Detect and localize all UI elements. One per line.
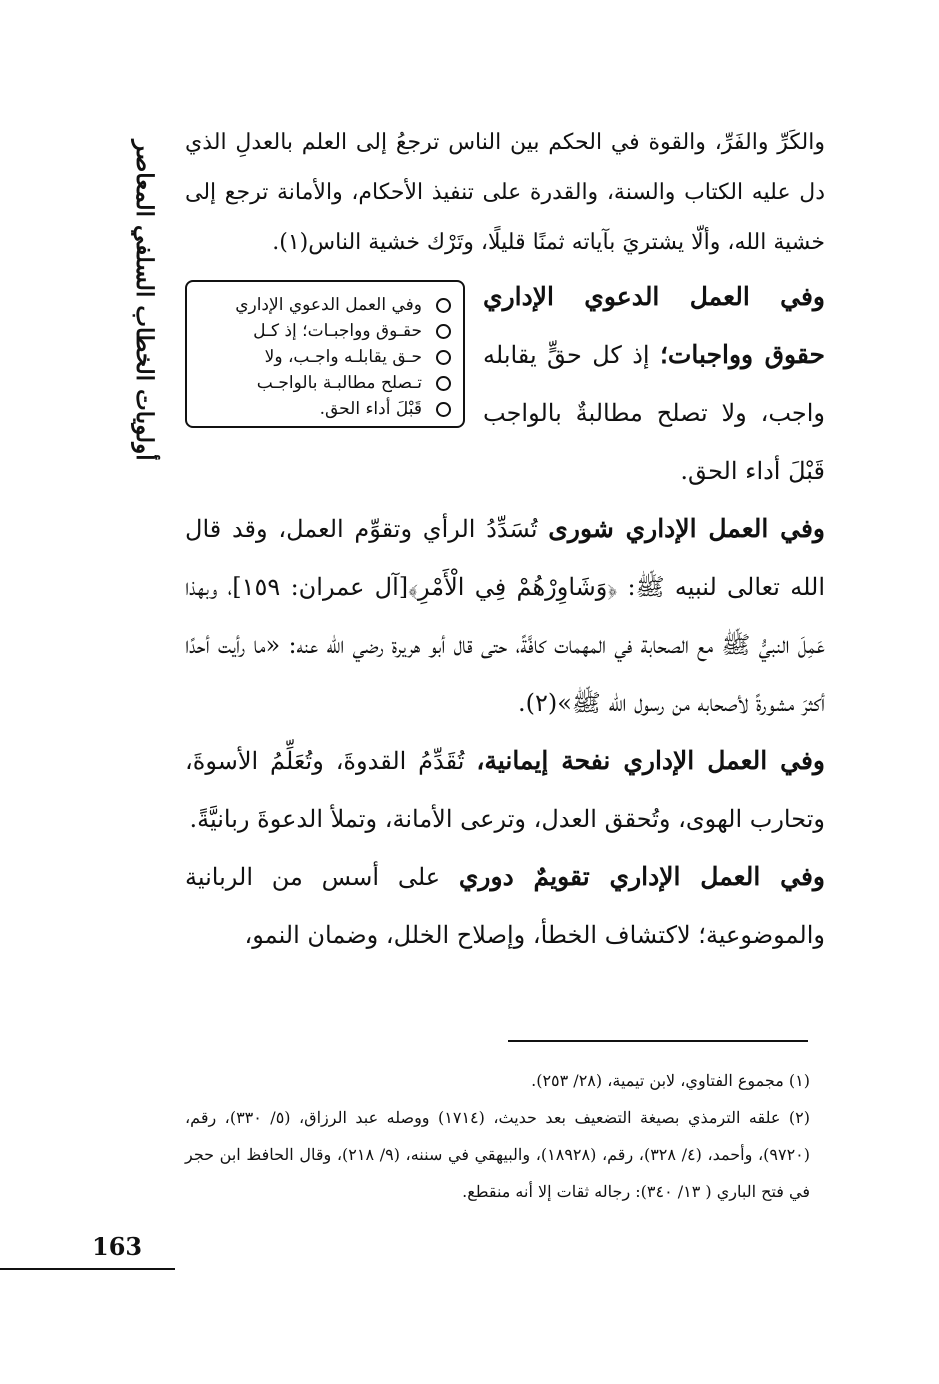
paragraph-text: تُقَدِّمُ القدوةَ، وتُعَلِّمُ الأسوةَ، وتحارب الهوى، وتُحقق العدل، وترعى الأمانة، وتملأ الدعوةَ ربانيَّةً. bbox=[185, 747, 825, 833]
circle-bullet-icon bbox=[436, 350, 451, 365]
highlight-item bbox=[199, 318, 451, 344]
main-text bbox=[185, 118, 825, 964]
paragraph-text: إذ كل حقٍّ يقابله واجب، ولا تصلح مطالبةٌ بالواجب قَبْلَ أداء الحق. bbox=[483, 341, 825, 485]
paragraph-text: على أسس من الربانية والموضوعية؛ لاكتشاف الخطأ، وإصلاح الخلل، وضمان النمو، bbox=[185, 863, 825, 949]
footnote: (١) مجموع الفتاوي، لابن تيمية، (٢٨/ ٢٥٣). bbox=[531, 1071, 810, 1090]
footnotes bbox=[185, 1062, 810, 1210]
paragraph bbox=[185, 500, 825, 732]
circle-bullet-icon bbox=[436, 298, 451, 313]
running-title: أولويات الخطاب السلفي المعاصر bbox=[131, 139, 158, 461]
highlight-item-text: وفي العمل الدعوي الإداري bbox=[235, 295, 422, 315]
highlight-item-text: تـصلح مطالبـة بالواجـب bbox=[256, 373, 422, 393]
footnote-divider bbox=[508, 1040, 808, 1042]
paragraph-text: تُسَدِّدُ الرأي وتقوِّم العمل، وقد قال الله تعالى لنبيه ﷺ: ﴿وَشَاوِرْهُمْ فِي الْأَمْرِ﴾[آل عمران: ١٥٩]، وبهذا عَمِلَ النبيُّ ﷺ مع الصحابة في المهمات كافَّةً، حتى قال أبو هريرة رضي الله عنه: «ما رأيت أحدًا أكثرَ مشورةً لأصحابه من رسول الله ﷺ»(٢). bbox=[185, 515, 825, 717]
highlight-item bbox=[199, 396, 451, 422]
highlight-item-text: حـق يقابلـه واجـب، ولا bbox=[264, 347, 422, 367]
footnote: (٢) علقه الترمذي بصيغة التضعيف بعد حديث، (١٧١٤) ووصله عبد الرزاق، (٥/ ٣٣٠)، رقم، (٩٧٢٠)، وأحمد، (٤/ ٣٢٨)، رقم، (١٨٩٢٨)، والبيهقي في سننه، (٩/ ٢١٨)، وقال الحافظ ابن حجر في فتح الباري ( ١٣/ ٣٤٠): رجاله ثقات إلا أنه منقطع. bbox=[185, 1108, 811, 1201]
highlight-box bbox=[185, 280, 465, 428]
paragraph: والكَرِّ والفَرِّ، والقوة في الحكم بين الناس ترجعُ إلى العلم بالعدلِ الذي دل عليه الكتاب والسنة، والقدرة على تنفيذ الأحكام، والأمانة ترجع إلى خشية الله، وألّا يشتريَ بآياته ثمنًا قليلًا، وتَرْك خشية الناس(١). bbox=[185, 130, 825, 255]
paragraph-lead: وفي العمل الدعوي الإداري حقوق وواجبات؛ bbox=[483, 282, 825, 369]
circle-bullet-icon bbox=[436, 324, 451, 339]
circle-bullet-icon bbox=[436, 402, 451, 417]
highlight-item bbox=[199, 292, 451, 318]
page-number-rule bbox=[0, 1268, 175, 1270]
circle-bullet-icon bbox=[436, 376, 451, 391]
paragraph-lead: وفي العمل الإداري شورى bbox=[548, 514, 825, 543]
highlight-item-text: حقـوق وواجبـات؛ إذ كـل bbox=[253, 321, 422, 341]
paragraph-lead: وفي العمل الإداري تقويمٌ دوري bbox=[458, 862, 825, 891]
paragraph-lead: وفي العمل الإداري نفحة إيمانية، bbox=[476, 746, 826, 775]
page-number: 163 bbox=[92, 1232, 143, 1261]
paragraph bbox=[185, 732, 825, 848]
highlight-item bbox=[199, 370, 451, 396]
highlight-item bbox=[199, 344, 451, 370]
highlight-item-text: قَبْلَ أداء الحق. bbox=[319, 399, 422, 419]
paragraph bbox=[185, 848, 825, 964]
highlight-list bbox=[199, 292, 451, 422]
